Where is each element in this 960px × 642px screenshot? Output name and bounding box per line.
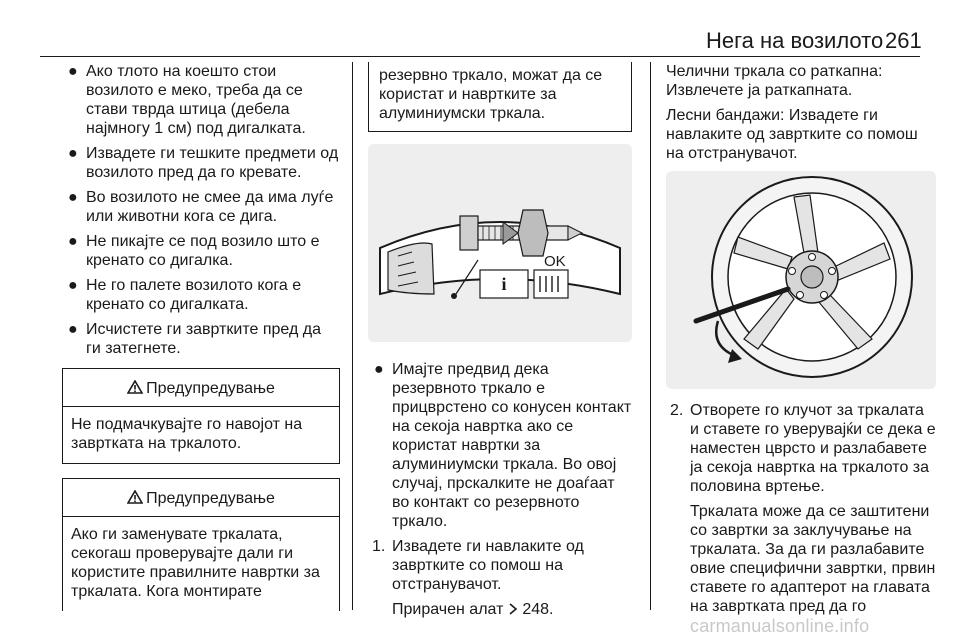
- warning-title: Предупредување: [146, 490, 275, 507]
- paragraph: Лесни бандажи: Извадете ги навлаките од завртките со помош на отстранувачот.: [666, 107, 918, 162]
- warning-header: [63, 479, 339, 517]
- tool-reference-text: Прирачен алат: [392, 601, 504, 618]
- list-item: ● Извадете ги тешките предмети од возилото пред да го кревате.: [68, 145, 339, 181]
- step-item: 2. Отворете го клучот за тркалата и ставете го уверувајќи се дека е наместен цврсто и разлабавете ја секоја навртка на тркалото за половина вртење.: [670, 402, 936, 495]
- page-reference-arrow-icon: [508, 603, 518, 615]
- warning-triangle-icon: [127, 490, 143, 504]
- wheel-bolt-figure: [368, 144, 632, 342]
- ok-label: OK: [544, 253, 566, 270]
- column-divider: [650, 62, 651, 610]
- step-number: 1.: [372, 538, 386, 555]
- bullet-dot-icon: ●: [68, 63, 78, 80]
- warning-text: Ако ги заменувате тркалата, секогаш проверувајте дали ги користите правилните навртки за тркалата. Кога монтирате: [71, 526, 320, 600]
- list-item: ● Не пикајте се под возило што е кренато со дигалка.: [68, 233, 320, 269]
- warning-box: [62, 368, 340, 464]
- bullet-dot-icon: ●: [374, 361, 384, 378]
- paragraph: Тркалата може да се заштитени со завртки за заклучување на тркалата. За да ги разлабавите овие специфични завртки, првин ставете го адаптерот на главата на завртката пред да го: [690, 503, 936, 615]
- header-rule: [40, 56, 920, 57]
- bullet-dot-icon: ●: [68, 321, 78, 338]
- tool-reference-page: 248.: [522, 601, 554, 618]
- warning-title: Предупредување: [146, 380, 275, 397]
- step-number: 2.: [670, 402, 684, 419]
- warning-box-continued: резервно тркало, можат да се користат и навртките за алуминиумски тркала.: [368, 62, 632, 132]
- bullet-dot-icon: ●: [68, 189, 78, 206]
- page-header: [0, 0, 960, 58]
- info-symbol-label: i: [501, 274, 507, 294]
- tool-reference: [368, 600, 632, 619]
- list-item: ● Имајте предвид дека резервното тркало е прицврстено со конусен контакт на секоја навртка ако се користат навртки за алуминиумски тркала. Во овој случај, прскалките не доаѓаат во контакт со резервното тркало.: [374, 361, 632, 530]
- warning-text: Не подмачкувајте го навојот на завртката на тркалото.: [71, 416, 303, 452]
- page-number: 261: [885, 28, 922, 53]
- list-item: ● Во возилото не смее да има луѓе или животни кога се дига.: [68, 189, 334, 225]
- column-left: [62, 62, 340, 625]
- wheel-cap-removal-figure: [666, 171, 936, 389]
- warning-triangle-icon: [127, 380, 143, 394]
- warning-box: [62, 478, 340, 611]
- page-title: Нега на возилото: [706, 28, 884, 53]
- watermark: carmanualsonline.info: [690, 616, 870, 636]
- step-item: 1. Извадете ги навлаките од завртките со помош на отстранувачот.: [372, 538, 584, 593]
- bullet-dot-icon: ●: [68, 233, 78, 250]
- column-right: [666, 62, 936, 622]
- alloy-wheel-illustration: [666, 171, 936, 389]
- bolt-contact-illustration: [368, 144, 632, 342]
- column-divider: [352, 62, 353, 610]
- bullet-dot-icon: ●: [68, 145, 78, 162]
- paragraph: Челични тркала со раткапна: Извлечете ја раткапната.: [666, 63, 883, 99]
- bullet-dot-icon: ●: [68, 277, 78, 294]
- column-middle: [368, 62, 632, 625]
- warning-header: [63, 369, 339, 407]
- list-item: ● Исчистете ги завртките пред да ги затегнете.: [68, 321, 321, 357]
- list-item: ● Не го палете возилото кога е кренато со дигалката.: [68, 277, 302, 313]
- list-item: ● Ако тлото на коешто стои возилото е меко, треба да се стави тврда штица (дебела најмногу 1 см) под дигалката.: [68, 63, 306, 137]
